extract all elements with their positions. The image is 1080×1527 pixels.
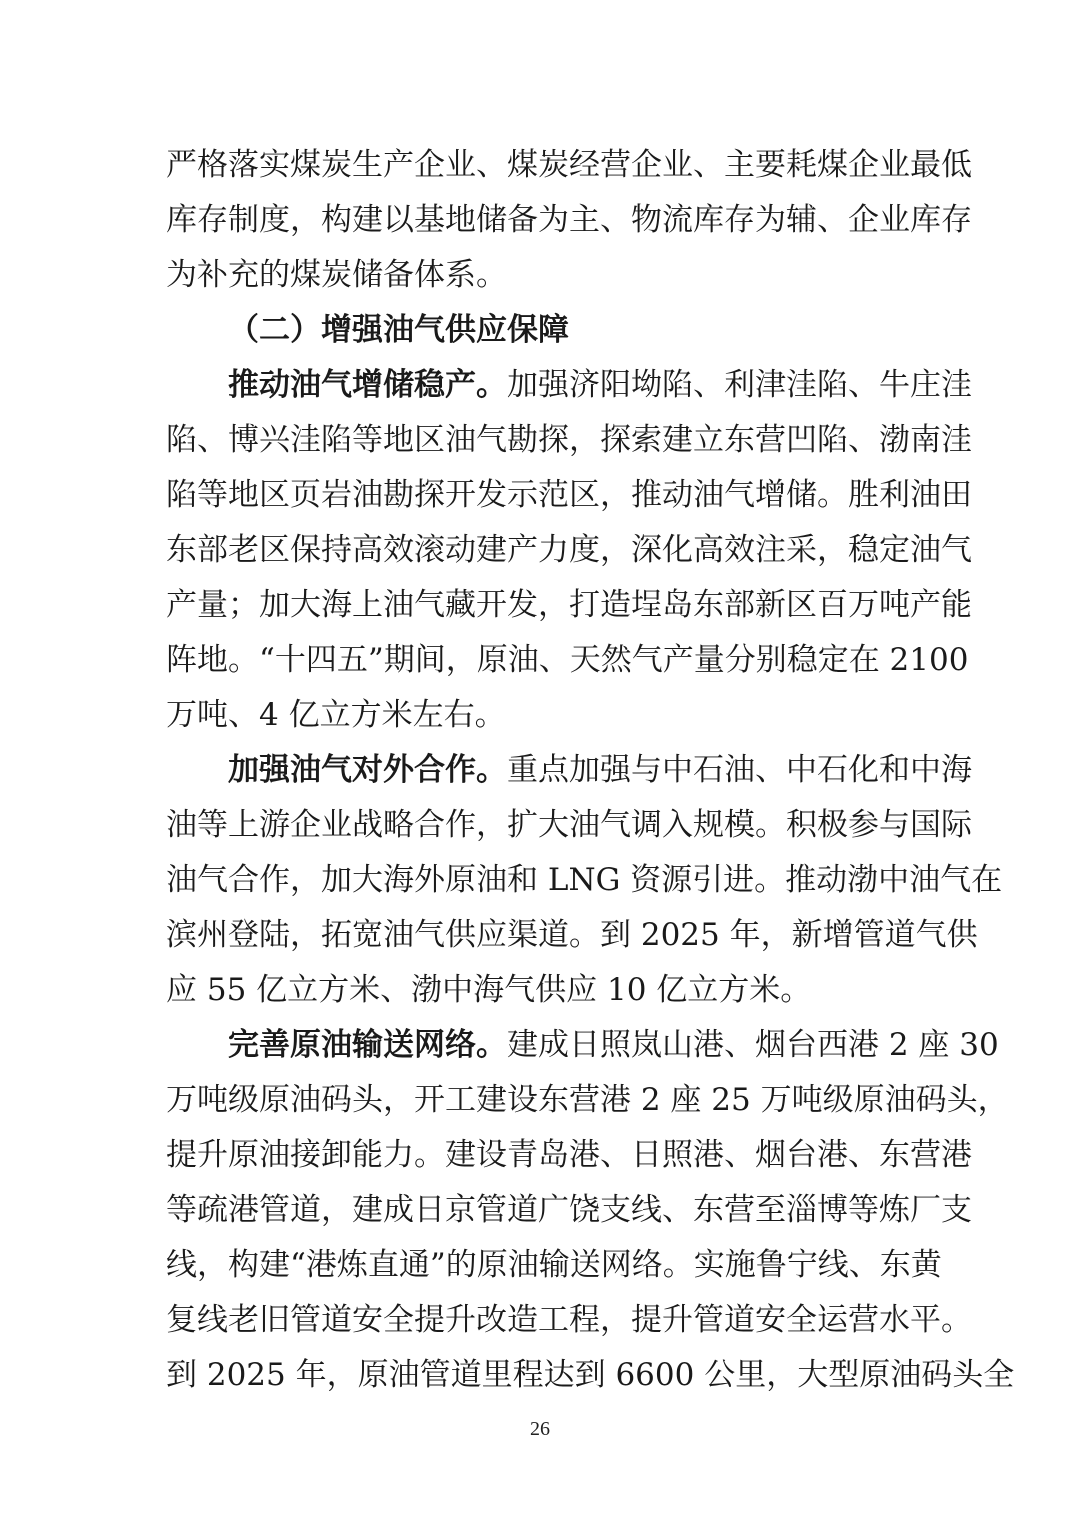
- body-line: 阵地。“十四五”期间，原油、天然气产量分别稳定在 2100: [166, 642, 969, 678]
- body-line: 万吨级原油码头，开工建设东营港 2 座 25 万吨级原油码头，: [166, 1082, 1009, 1118]
- body-line: 油等上游企业战略合作，扩大油气调入规模。积极参与国际: [166, 807, 972, 843]
- body-line: 线，构建“港炼直通”的原油输送网络。实施鲁宁线、东黄: [166, 1247, 942, 1283]
- body-line: 陷、博兴洼陷等地区油气勘探，探索建立东营凹陷、渤南洼: [166, 422, 972, 458]
- paragraph-lead: 加强油气对外合作。: [228, 752, 507, 788]
- paragraph-text: 加强济阳坳陷、利津洼陷、牛庄洼: [507, 367, 972, 403]
- body-line: 到 2025 年，原油管道里程达到 6600 公里，大型原油码头全: [166, 1357, 1015, 1393]
- paragraph-first-line: [166, 743, 972, 798]
- body-line: 产量；加大海上油气藏开发，打造埕岛东部新区百万吨产能: [166, 587, 972, 623]
- body-line: 应 55 亿立方米、渤中海气供应 10 亿立方米。: [166, 972, 812, 1008]
- body-line: 库存制度，构建以基地储备为主、物流库存为辅、企业库存: [166, 202, 972, 238]
- paragraph-lead: 推动油气增储稳产。: [228, 367, 507, 403]
- body-line: 严格落实煤炭生产企业、煤炭经营企业、主要耗煤企业最低: [166, 147, 972, 183]
- body-line: 滨州登陆，拓宽油气供应渠道。到 2025 年，新增管道气供: [166, 917, 978, 953]
- paragraph-first-line: [166, 358, 972, 413]
- body-line: 东部老区保持高效滚动建产力度，深化高效注采，稳定油气: [166, 532, 972, 568]
- body-line: 复线老旧管道安全提升改造工程，提升管道安全运营水平。: [166, 1302, 972, 1338]
- paragraph-lead: 完善原油输送网络。: [228, 1027, 507, 1063]
- body-line: 等疏港管道，建成日京管道广饶支线、东营至淄博等炼厂支: [166, 1192, 972, 1228]
- body-line: 油气合作，加大海外原油和 LNG 资源引进。推动渤中油气在: [166, 862, 1003, 898]
- body-line: 万吨、4 亿立方米左右。: [166, 697, 506, 733]
- body-line: 为补充的煤炭储备体系。: [166, 257, 507, 293]
- body-line: 陷等地区页岩油勘探开发示范区，推动油气增储。胜利油田: [166, 477, 972, 513]
- paragraph-text: 重点加强与中石油、中石化和中海: [507, 752, 972, 788]
- document-body: [166, 138, 1015, 1403]
- page-number: 26: [530, 1418, 550, 1440]
- body-line: 提升原油接卸能力。建设青岛港、日照港、烟台港、东营港: [166, 1137, 972, 1173]
- paragraph-first-line: [166, 1018, 999, 1073]
- section-heading: （二）增强油气供应保障: [228, 312, 569, 348]
- paragraph-text: 建成日照岚山港、烟台西港 2 座 30: [507, 1027, 999, 1063]
